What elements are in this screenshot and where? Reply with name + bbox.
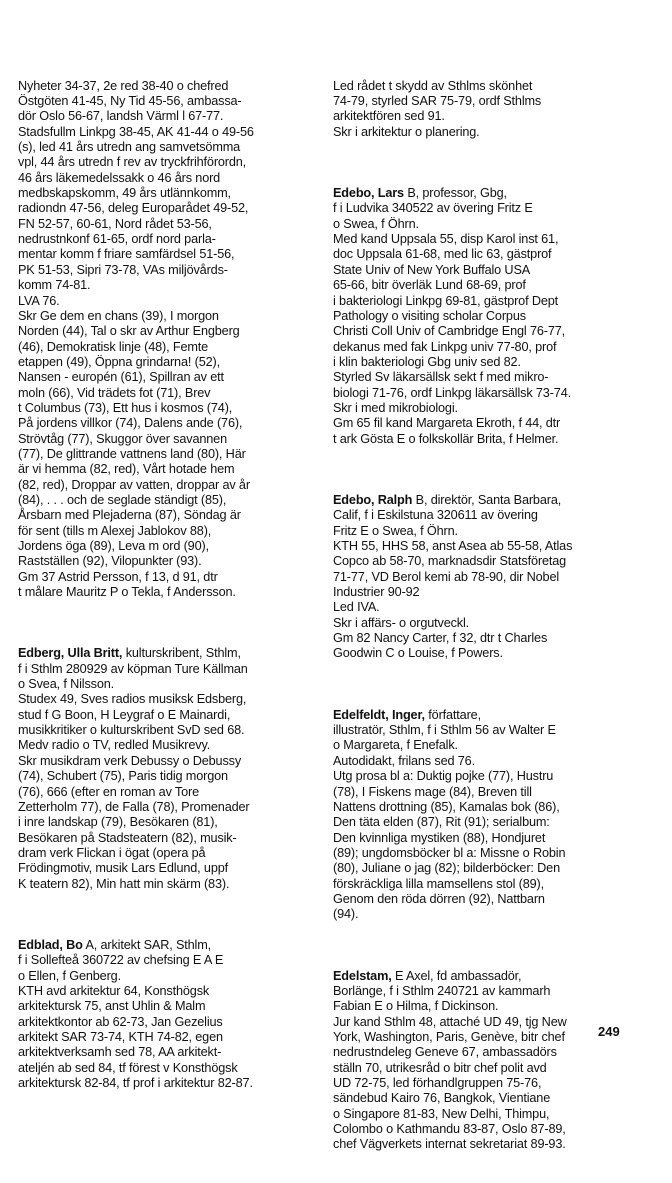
entry-text: B, direktör, Santa Barbara, Calif, f i Eskilstuna 320611 av övering Fritz E o Swea, f Öhrn. KTH 55, HHS 58, anst Asea ab 55-58, Atlas Copco ab 58-70, marknadsdir Statsföretag 71-77, VD Berol kemi ab 78-90, dir Nobel Industrier 90-92 Led IVA. Skr i affärs- o orgutveckl. Gm 82 Nancy Carter, f 32, dtr t Charles Goodwin C o Louise, f Powers.: [333, 492, 573, 661]
entry-continuation: [18, 79, 314, 601]
entry-headword: Edebo, Ralph: [333, 492, 413, 507]
entry-edebo-lars: [333, 186, 629, 447]
entry-edelstam-axel: [333, 969, 629, 1153]
entry-edberg-ulla-britt: [18, 646, 314, 892]
entry-text: kulturskribent, Sthlm, f i Sthlm 280929 av köpman Ture Källman o Svea, f Nilsson. Studex 49, Sves radios musiksk Edsberg, stud f G Boon, H Leygraf o E Mainardi, musikkritiker o kulturskribent SvD sed 68. Medv radio o TV, redled Musikrevy. Skr musikdram verk Debussy o Debussy (74), Schubert (75), Paris tidig morgon (76), 666 (efter en roman av Tore Zetterholm 77), de Falla (78), Promenader i inre landskap (79), Besökaren (81), Besökaren på Stadsteatern (82), musik- dram verk Flickan i ögat (opera på Frödingmotiv, musik Lars Edlund, uppf K teatern 82), Min hatt min skärm (83).: [18, 646, 250, 891]
page-number: 249: [598, 1024, 620, 1039]
entry-headword: Edelfeldt, Inger,: [333, 707, 425, 722]
entry-text: Nyheter 34-37, 2e red 38-40 o chefred Östgöten 41-45, Ny Tid 45-56, ambassa- dör Oslo 56-67, landsh Värml l 67-77. Stadsfullm Linkpg 38-45, AK 41-44 o 49-56 (s), led 41 års utredn ang samvetsömma vpl, 44 års utredn f rev av tryckfrihförordn, 46 års läkemedelssakk o 46 års nord medbskapskomm, 49 års utlännkomm, radiondn 47-56, deleg Europarådet 49-52, FN 52-57, 60-61, Nord rådet 53-56, nedrustnkonf 61-65, ordf nord parla- mentar komm f friare samfärdsel 51-56, PK 51-53, Sipri 73-78, VAs miljövårds- komm 74-81. LVA 76. Skr Ge dem en chans (39), I morgon Norden (44), Tal o skr av Arthur Engberg (46), Demokratisk linje (48), Femte etappen (49), Öppna grindarna! (52), Nansen - europén (61), Spillran av ett moln (66), Vid trädets fot (71), Brev t Columbus (73), Ett hus i kosmos (74), På jordens villkor (74), Dalens ande (76), Strövtåg (77), Skuggor över savannen (77), De glittrande vattnens land (80), Här är vi hemma (82, red), Vårt hotade hem (82, red), Droppar av vatten, droppar av år (84), . . . och de seglade ständigt (85), Årsbarn med Plejaderna (87), Söndag är för sent (tills m Alexej Jablokov 88), Jordens öga (89), Leva m ord (90), Rastställen (92), Vilopunkter (93). Gm 37 Astrid Persson, f 13, d 91, dtr t målare Mauritz P o Tekla, f Andersson.: [18, 78, 254, 600]
entry-edebo-ralph: [333, 493, 629, 662]
entry-text: A, arkitekt SAR, Sthlm, f i Sollefteå 360722 av chefsing E A E o Ellen, f Genberg. KTH avd arkitektur 64, Konsthögsk arkitektursk 75, anst Uhlin & Malm arkitektkontor ab 62-73, Jan Gezelius arkitekt SAR 73-74, KTH 74-82, egen arkitektverksamh sed 78, AA arkitekt- ateljén ab sed 84, tf förest v Konsthögsk arkitektursk 82-84, tf prof i arkitektur 82-87.: [18, 937, 253, 1091]
right-column: [333, 48, 629, 1183]
entry-headword: Edberg, Ulla Britt,: [18, 646, 123, 661]
entry-text: författare, illustratör, Sthlm, f i Sthlm 56 av Walter E o Margareta, f Enefalk. Autodidakt, frilans sed 76. Utg prosa bl a: Duktig pojke (77), Hustru (78), I Fiskens mage (84), Breven till Nattens drottning (85), Kamalas bok (86), Den täta elden (87), Rit (91); serialbum: Den kvinnliga mystiken (88), Hondjuret (89); ungdomsböcker bl a: Missne o Robin (80), Juliane o jag (82); bilderböcker: Den förskräckliga lilla mamsellens stol (89), Genom den röda dörren (92), Nattbarn (94).: [333, 707, 566, 922]
left-column: [18, 48, 314, 1122]
entry-text: B, professor, Gbg, f i Ludvika 340522 av övering Fritz E o Swea, f Öhrn. Med kand Uppsala 55, disp Karol inst 61, doc Uppsala 61-68, med lic 63, gästprof State Univ of New York Buffalo USA 65-66, bitr överläk Lund 68-69, prof i bakteriologi Linkpg 69-81, gästprof Dept Pathology o visiting scholar Corpus Christi Coll Univ of Cambridge Engl 76-77, dekanus med fak Linkpg univ 77-80, prof i klin bakteriologi Gbg univ sed 82. Styrled Sv läkarsällsk sekt f med mikro- biologi 71-76, ordf Linkpg läkarsällsk 73-74. Skr i med mikrobiologi. Gm 65 fil kand Margareta Ekroth, f 44, dtr t ark Gösta E o folkskollär Brita, f Helmer.: [333, 186, 571, 446]
entry-headword: Edblad, Bo: [18, 937, 83, 952]
entry-headword: Edebo, Lars: [333, 186, 404, 201]
entry-edelfeldt-inger: [333, 708, 629, 923]
entry-continuation: [333, 79, 629, 140]
entry-text: Led rådet t skydd av Sthlms skönhet 74-79, styrled SAR 75-79, ordf Sthlms arkitektfören sed 91. Skr i arkitektur o planering.: [333, 78, 542, 139]
entry-headword: Edelstam,: [333, 968, 392, 983]
entry-edblad-bo: [18, 938, 314, 1091]
entry-text: E Axel, fd ambassadör, Borlänge, f i Sthlm 240721 av kammarh Fabian E o Hilma, f Dickinson. Jur kand Sthlm 48, attaché UD 49, tjg New York, Washington, Paris, Genève, bitr chef nedrustndeleg Geneve 67, ambassadörs ställn 70, utrikesråd o bitr chef polit avd UD 72-75, led förhandlgruppen 75-76, sändebud Kairo 76, Bangkok, Vientiane o Singapore 81-83, New Delhi, Thimpu, Colombo o Kathmandu 83-87, Oslo 87-89, chef Vägverkets internat sekretariat 89-93.: [333, 968, 567, 1152]
